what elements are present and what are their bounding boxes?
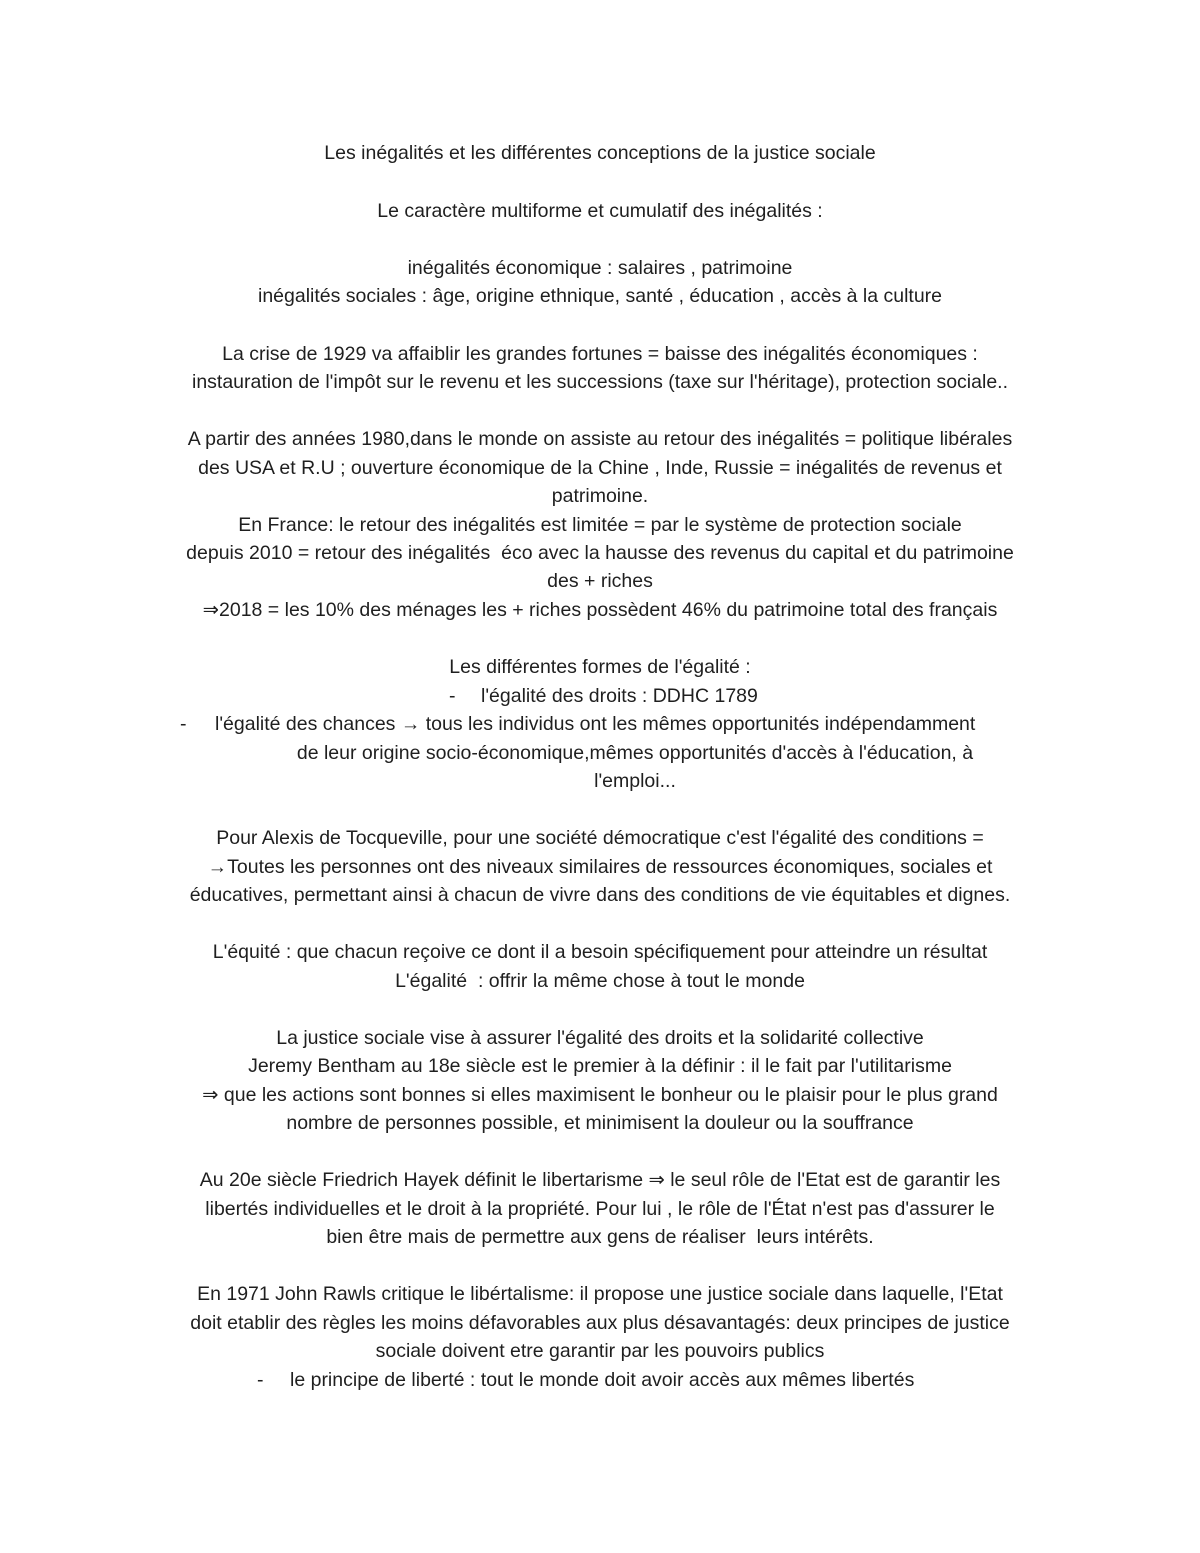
text-line: inégalités sociales : âge, origine ethnique, santé , éducation , accès à la culture [257,285,942,307]
text-line: En France: le retour des inégalités est limitée = par le système de protection sociale [238,514,962,536]
text-line: libertés individuelles et le droit à la propriété. Pour lui , le rôle de l'État n'est pas d'assurer le [205,1198,995,1220]
text-line: ⇒ que les actions sont bonnes si elles maximisent le bonheur ou le plaisir pour le plus grand [202,1084,998,1106]
section-heading-equality: Les différentes formes de l'égalité : [449,656,751,678]
list-bullet: - [257,1369,264,1391]
document-title: Les inégalités et les différentes conceptions de la justice sociale [324,142,876,164]
text-line: Jeremy Bentham au 18e siècle est le premier à la définir : il le fait par l'utilitarisme [248,1055,952,1077]
text-line: En 1971 John Rawls critique le libértalisme: il propose une justice sociale dans laquelle, l'Etat [197,1283,1003,1305]
text-line: inégalités économique : salaires , patrimoine [407,257,793,279]
text-line: L'équité : que chacun reçoive ce dont il a besoin spécifiquement pour atteindre un résultat [212,941,988,963]
text-line: Pour Alexis de Tocqueville, pour une société démocratique c'est l'égalité des conditions = [216,827,984,849]
text-line: ⇒2018 = les 10% des ménages les + riches possèdent 46% du patrimoine total des français [202,599,998,621]
text-line: patrimoine. [551,485,649,507]
list-item-equality-rights: l'égalité des droits : DDHC 1789 [481,685,758,707]
text-line: l'emploi... [594,770,676,792]
list-item-equality-chances: l'égalité des chances → tous les individus ont les mêmes opportunités indépendamment [215,713,976,735]
text-line: Au 20e siècle Friedrich Hayek définit le libertarisme ⇒ le seul rôle de l'Etat est de garantir les [199,1169,1001,1191]
text-line: depuis 2010 = retour des inégalités éco avec la hausse des revenus du capital et du patrimoine [186,542,1014,564]
text-line: La justice sociale vise à assurer l'égalité des droits et la solidarité collective [276,1027,924,1049]
list-bullet: - [180,713,187,735]
list-item-liberty-principle: le principe de liberté : tout le monde doit avoir accès aux mêmes libertés [290,1369,915,1391]
list-bullet: - [449,685,456,707]
text-line: La crise de 1929 va affaiblir les grandes fortunes = baisse des inégalités économiques : [222,343,978,365]
section-heading-inequalities: Le caractère multiforme et cumulatif des inégalités : [377,200,823,222]
text-line: nombre de personnes possible, et minimisent la douleur ou la souffrance [286,1112,914,1134]
text-line: sociale doivent etre garantir par les pouvoirs publics [375,1340,825,1362]
text-line: L'égalité : offrir la même chose à tout le monde [395,970,805,992]
text-line: des USA et R.U ; ouverture économique de la Chine , Inde, Russie = inégalités de revenus et [198,457,1002,479]
text-line: éducatives, permettant ainsi à chacun de vivre dans des conditions de vie équitables et dignes. [189,884,1011,906]
text-line: bien être mais de permettre aux gens de réaliser leurs intérêts. [326,1226,874,1248]
text-line: A partir des années 1980,dans le monde on assiste au retour des inégalités = politique libérales [187,428,1013,450]
text-line: des + riches [547,570,653,592]
text-line: instauration de l'impôt sur le revenu et les successions (taxe sur l'héritage), protection sociale.. [191,371,1008,393]
text-line: doit etablir des règles les moins défavorables aux plus désavantagés: deux principes de justice [190,1312,1010,1334]
text-line: →Toutes les personnes ont des niveaux similaires de ressources économiques, sociales et [207,856,993,878]
text-line: de leur origine socio-économique,mêmes opportunités d'accès à l'éducation, à [296,742,974,764]
